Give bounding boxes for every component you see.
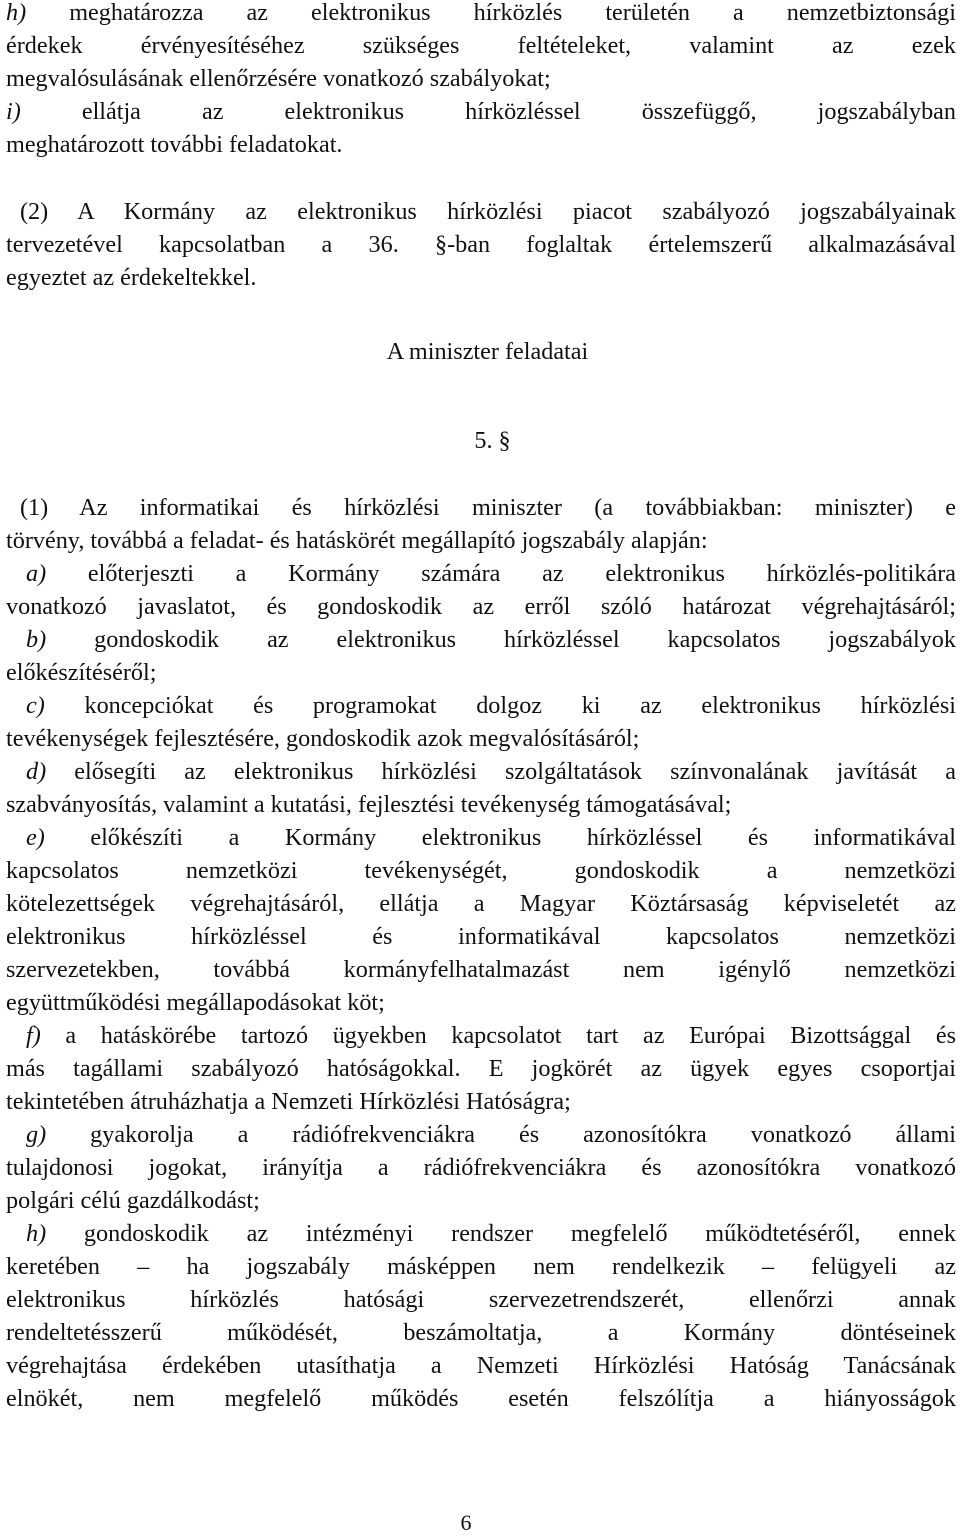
text-line: tervezetével kapcsolatban a 36. §-ban foglaltak értelemszerű alkalmazásával [6, 231, 956, 258]
text-line: c) koncepciókat és programokat dolgoz ki az elektronikus hírközlési [26, 692, 956, 719]
text-line: egyeztet az érdekeltekkel. [6, 264, 257, 291]
item-marker: h) [6, 0, 27, 26]
text-line: kötelezettségek végrehajtásáról, ellátja a Magyar Köztársaság képviseletét az [6, 890, 956, 917]
text-line: d) elősegíti az elektronikus hírközlési szolgáltatások színvonalának javítását a [26, 758, 956, 785]
section-number: 5. § [474, 427, 511, 454]
section-heading: A miniszter feladatai [386, 338, 589, 365]
text-line: szervezetekben, továbbá kormányfelhatalmazást nem igénylő nemzetközi [6, 956, 956, 983]
text-line: i) ellátja az elektronikus hírközléssel összefüggő, jogszabályban [6, 98, 956, 125]
item-marker: d) [26, 758, 47, 785]
text-line: keretében – ha jogszabály másképpen nem rendelkezik – felügyeli az [6, 1253, 956, 1280]
text-line: (1) Az informatikai és hírközlési miniszter (a továbbiakban: miniszter) e [20, 494, 956, 521]
text-line: meghatározott további feladatokat. [6, 131, 343, 158]
item-marker: f) [26, 1022, 41, 1049]
text-line: g) gyakorolja a rádiófrekvenciákra és azonosítókra vonatkozó állami [26, 1121, 956, 1148]
item-marker: i) [6, 98, 21, 125]
page-number: 6 [460, 1510, 472, 1535]
text-line: tevékenységek fejlesztésére, gondoskodik azok megvalósításáról; [6, 725, 640, 752]
text-line: h) meghatározza az elektronikus hírközlés területén a nemzetbiztonsági [6, 0, 956, 26]
text-line: tulajdonosi jogokat, irányítja a rádiófrekvenciákra és azonosítókra vonatkozó [6, 1154, 956, 1181]
text-line: (2) A Kormány az elektronikus hírközlési piacot szabályozó jogszabályainak [20, 198, 956, 225]
text-line: együttműködési megállapodásokat köt; [6, 989, 385, 1016]
text-line: a) előterjeszti a Kormány számára az elektronikus hírközlés-politikára [26, 560, 956, 587]
item-marker: h) [26, 1220, 47, 1247]
item-marker: a) [26, 560, 47, 587]
text-line: polgári célú gazdálkodást; [6, 1187, 260, 1214]
item-marker: g) [26, 1121, 47, 1148]
text-line: törvény, továbbá a feladat- és hatáskörét megállapító jogszabály alapján: [6, 527, 708, 554]
text-line: vonatkozó javaslatot, és gondoskodik az erről szóló határozat végrehajtásáról; [6, 593, 956, 620]
text-line: elektronikus hírközléssel és informatikával kapcsolatos nemzetközi [6, 923, 956, 950]
item-marker: b) [26, 626, 47, 653]
item-marker: c) [26, 692, 45, 719]
text-line: más tagállami szabályozó hatóságokkal. E jogkörét az ügyek egyes csoportjai [6, 1055, 956, 1082]
text-line: elnökét, nem megfelelő működés esetén felszólítja a hiányosságok [6, 1385, 956, 1412]
text-line: elektronikus hírközlés hatósági szervezetrendszerét, ellenőrzi annak [6, 1286, 956, 1313]
text-line: h) gondoskodik az intézményi rendszer megfelelő működtetéséről, ennek [26, 1220, 956, 1247]
text-line: kapcsolatos nemzetközi tevékenységét, gondoskodik a nemzetközi [6, 857, 956, 884]
text-line: rendeltetésszerű működését, beszámoltatja, a Kormány döntéseinek [6, 1319, 956, 1346]
text-line: tekintetében átruházhatja a Nemzeti Hírközlési Hatóságra; [6, 1088, 571, 1115]
text-line: előkészítéséről; [6, 659, 157, 686]
item-marker: e) [26, 824, 45, 851]
text-line: érdekek érvényesítéséhez szükséges feltételeket, valamint az ezek [6, 32, 956, 59]
text-line: megvalósulásának ellenőrzésére vonatkozó szabályokat; [6, 65, 551, 92]
text-line: végrehajtása érdekében utasíthatja a Nemzeti Hírközlési Hatóság Tanácsának [6, 1352, 956, 1379]
text-line: szabványosítás, valamint a kutatási, fejlesztési tevékenység támogatásával; [6, 791, 732, 818]
text-line: b) gondoskodik az elektronikus hírközléssel kapcsolatos jogszabályok [26, 626, 956, 653]
text-line: e) előkészíti a Kormány elektronikus hírközléssel és informatikával [26, 824, 956, 851]
text-line: f) a hatáskörébe tartozó ügyekben kapcsolatot tart az Európai Bizottsággal és [26, 1022, 956, 1049]
